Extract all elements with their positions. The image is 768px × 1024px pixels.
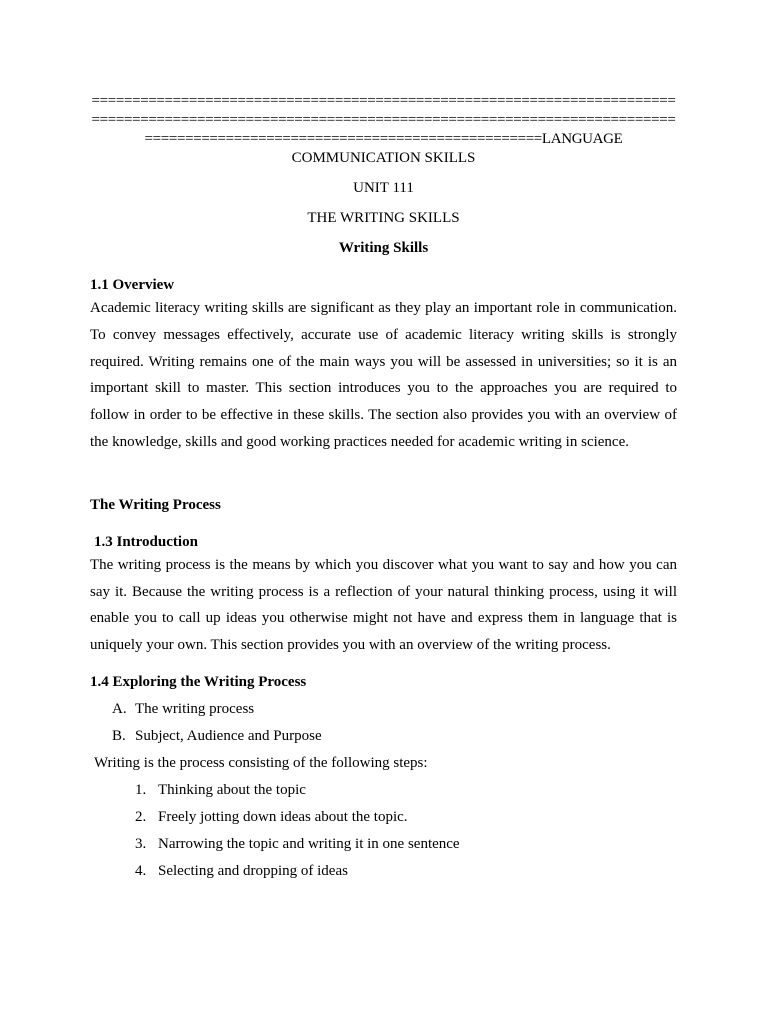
heading-introduction: 1.3 Introduction bbox=[94, 533, 198, 550]
list-marker: 4. bbox=[135, 862, 147, 879]
list-item-text: Subject, Audience and Purpose bbox=[135, 727, 322, 744]
list-item-text: Selecting and dropping of ideas bbox=[158, 862, 348, 879]
steps-list bbox=[90, 781, 677, 881]
title-block bbox=[90, 92, 677, 258]
section-title-caps: THE WRITING SKILLS bbox=[307, 210, 460, 226]
paragraph-introduction: The writing process is the means by which you discover what you want to say and how you can say it. Because the writing process is a reflection of your natural thinking process, using it will enable you to call up ideas you otherwise might not have and express them in language that is uniquely your own. This section provides you with an overview of the writing process. bbox=[90, 556, 677, 654]
document-title: COMMUNICATION SKILLS bbox=[291, 150, 476, 166]
heading-exploring: 1.4 Exploring the Writing Process bbox=[90, 673, 307, 690]
list-marker: 1. bbox=[135, 781, 147, 798]
steps-intro: Writing is the process consisting of the following steps: bbox=[94, 754, 428, 771]
section-title-bold: Writing Skills bbox=[338, 240, 429, 256]
list-item-text: Freely jotting down ideas about the topic. bbox=[158, 808, 408, 825]
list-item bbox=[90, 835, 677, 854]
list-item-text: Thinking about the topic bbox=[158, 781, 306, 798]
heading-writing-process: The Writing Process bbox=[90, 496, 221, 513]
document-page bbox=[90, 92, 677, 881]
unit-label: UNIT 111 bbox=[353, 180, 414, 196]
list-item bbox=[90, 808, 677, 827]
separator-line-2: ======================================================================== bbox=[91, 112, 676, 128]
paragraph-overview: Academic literacy writing skills are significant as they play an important role in communication. To convey messages effectively, accurate use of academic literacy writing skills is strongly required. Writing remains one of the main ways you will be assessed in universities; so it is an important skill to master. This section introduces you to the approaches you are required to follow in order to be effective in these skills. The section also provides you with an overview of the knowledge, skills and good working practices needed for academic writing in science. bbox=[90, 300, 677, 450]
heading-overview: 1.1 Overview bbox=[90, 277, 175, 293]
list-marker: 2. bbox=[135, 808, 147, 825]
list-item bbox=[90, 700, 677, 719]
list-item bbox=[90, 727, 677, 746]
separator-line-language: =================================================LANGUAGE bbox=[144, 131, 623, 147]
list-item bbox=[90, 781, 677, 800]
list-marker: B. bbox=[112, 727, 126, 744]
alpha-list bbox=[90, 700, 677, 746]
list-item bbox=[90, 862, 677, 881]
list-marker: 3. bbox=[135, 835, 147, 852]
separator-line-1: ======================================================================== bbox=[91, 93, 676, 109]
list-item-text: Narrowing the topic and writing it in one sentence bbox=[158, 835, 460, 852]
list-item-text: The writing process bbox=[135, 700, 255, 717]
list-marker: A. bbox=[112, 700, 127, 717]
